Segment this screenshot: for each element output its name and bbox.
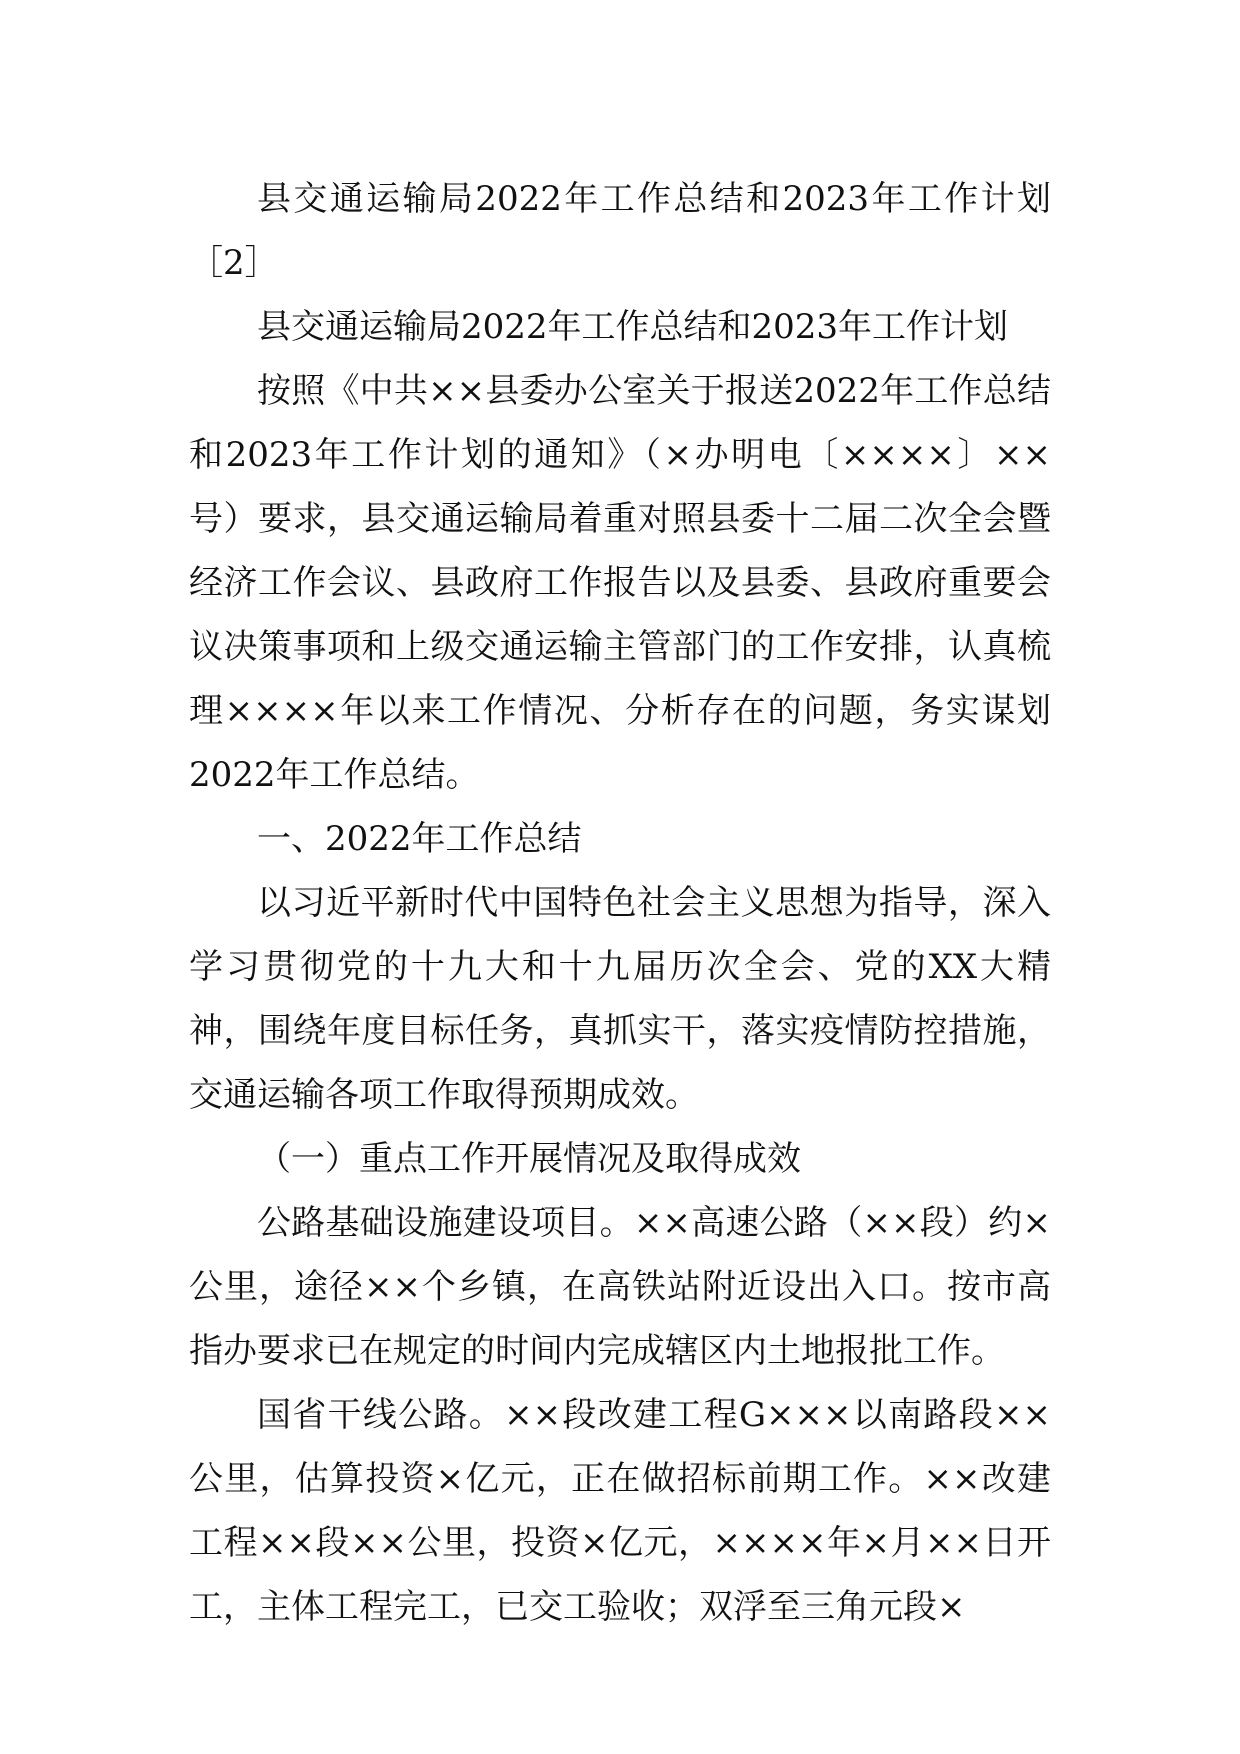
document-body	[189, 167, 1051, 1639]
intro-paragraph: 按照《中共××县委办公室关于报送2022年工作总结和2023年工作计划的通知》（×办明电〔××××〕××号）要求，县交通运输局着重对照县委十二届二次全会暨经济工作会议、县政府工作报告以及县委、县政府重要会议决策事项和上级交通运输主管部门的工作安排，认真梳理××××年以来工作情况、分析存在的问题，务实谋划2022年工作总结。	[189, 371, 1051, 795]
document-title: 县交通运输局2022年工作总结和2023年工作计划［2］	[189, 179, 1051, 283]
subsection-heading-1: （一）重点工作开展情况及取得成效	[257, 1139, 801, 1179]
highway-project-paragraph: 公路基础设施建设项目。××高速公路（××段）约×公里，途径××个乡镇，在高铁站附近设出入口。按市高指办要求已在规定的时间内完成辖区内土地报批工作。	[189, 1203, 1051, 1371]
trunk-road-paragraph: 国省干线公路。××段改建工程G×××以南路段××公里，估算投资×亿元，正在做招标前期工作。××改建工程××段××公里，投资×亿元，××××年×月××日开工，主体工程完工，已交工验收；双浮至三角元段×	[189, 1395, 1051, 1627]
summary-paragraph: 以习近平新时代中国特色社会主义思想为指导，深入学习贯彻党的十九大和十九届历次全会、党的XX大精神，围绕年度目标任务，真抓实干，落实疫情防控措施，交通运输各项工作取得预期成效。	[189, 883, 1051, 1115]
document-subtitle: 县交通运输局2022年工作总结和2023年工作计划	[257, 307, 1009, 347]
section-heading-1: 一、2022年工作总结	[257, 819, 582, 859]
